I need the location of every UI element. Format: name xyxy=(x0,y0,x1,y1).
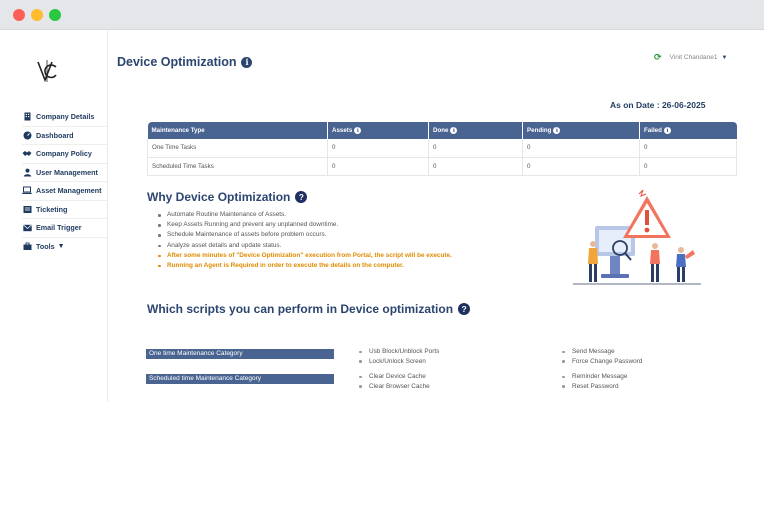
table-cell[interactable]: 0 xyxy=(640,139,737,157)
list-item: Clear Device Cache xyxy=(359,372,430,382)
company-logo-icon[interactable] xyxy=(34,58,60,84)
minimize-window-button[interactable] xyxy=(31,9,43,21)
script-list xyxy=(359,347,439,366)
chevron-down-icon[interactable]: ▼ xyxy=(721,54,728,61)
column-header-pending xyxy=(523,122,640,139)
sidebar-item-company-policy[interactable] xyxy=(22,145,108,164)
info-icon[interactable]: i xyxy=(553,127,560,134)
table-cell[interactable]: 0 xyxy=(523,139,640,157)
main-content xyxy=(108,30,764,402)
column-header-label: Failed xyxy=(644,126,662,134)
sidebar-item-label: Asset Management xyxy=(36,186,102,196)
why-section-title xyxy=(147,190,307,204)
script-list xyxy=(359,372,430,391)
sidebar-item-ticketing[interactable] xyxy=(22,201,108,220)
window-titlebar xyxy=(0,0,764,30)
info-icon[interactable]: i xyxy=(450,127,457,134)
user-icon xyxy=(22,167,32,177)
table-row xyxy=(148,139,737,157)
list-item: Reset Password xyxy=(562,382,627,392)
sidebar-item-company-details[interactable] xyxy=(22,108,108,127)
column-header-done xyxy=(429,122,523,139)
column-header-label: Assets xyxy=(332,126,353,134)
table-cell[interactable]: 0 xyxy=(640,157,737,175)
maximize-window-button[interactable] xyxy=(49,9,61,21)
table-header-row xyxy=(148,122,737,139)
page-title-text: Device Optimization xyxy=(117,55,237,69)
column-header-failed xyxy=(640,122,737,139)
table-row xyxy=(148,157,737,175)
warning-item: Running an Agent is Required in order to execute the details on the computer. xyxy=(158,261,452,271)
why-list xyxy=(158,210,452,271)
sidebar-item-label: Ticketing xyxy=(36,204,68,214)
user-menu[interactable] xyxy=(654,52,727,63)
list-item: Keep Assets Running and prevent any unplanned downtime. xyxy=(158,220,452,230)
category-scheduled: Scheduled time Maintenance Category xyxy=(146,374,334,384)
user-name[interactable]: Vinit Chandane1 xyxy=(669,54,718,61)
list-item: Usb Block/Unblock Ports xyxy=(359,347,439,357)
table-cell: One Time Tasks xyxy=(148,139,328,157)
list-item: Send Message xyxy=(562,347,642,357)
envelope-icon xyxy=(22,223,32,233)
sidebar-nav xyxy=(22,108,108,256)
laptop-icon xyxy=(22,186,32,196)
column-header-label: Pending xyxy=(527,126,552,134)
table-cell[interactable]: 0 xyxy=(523,157,640,175)
list-item: Automate Routine Maintenance of Assets. xyxy=(158,210,452,220)
warning-illustration xyxy=(573,190,703,290)
which-section-title xyxy=(147,302,470,316)
list-item: Analyze asset details and update status. xyxy=(158,241,452,251)
sidebar-item-dashboard[interactable] xyxy=(22,127,108,146)
info-icon[interactable]: i xyxy=(241,57,252,68)
warning-item: After some minutes of "Device Optimization" execution from Portal, the script will be execute. xyxy=(158,251,452,261)
sidebar xyxy=(0,30,108,402)
sidebar-item-tools[interactable] xyxy=(22,238,108,257)
column-header-maintenance-type xyxy=(148,122,328,139)
handshake-icon xyxy=(22,149,32,159)
table-cell[interactable]: 0 xyxy=(328,139,429,157)
help-icon[interactable]: ? xyxy=(295,191,307,203)
sidebar-item-asset-management[interactable] xyxy=(22,182,108,201)
column-header-label: Done xyxy=(433,126,449,134)
help-icon[interactable]: ? xyxy=(458,303,470,315)
script-list xyxy=(562,347,642,366)
sidebar-item-label: User Management xyxy=(36,167,98,177)
list-item: Force Change Password xyxy=(562,357,642,367)
why-title-text: Why Device Optimization xyxy=(147,190,291,204)
table-cell[interactable]: 0 xyxy=(429,139,523,157)
sidebar-item-label: Tools xyxy=(36,242,55,252)
maintenance-table xyxy=(147,122,737,176)
as-on-date: As on Date : 26-06-2025 xyxy=(610,100,706,110)
building-icon xyxy=(22,112,32,122)
sidebar-item-user-management[interactable] xyxy=(22,164,108,183)
sidebar-item-email-trigger[interactable] xyxy=(22,219,108,238)
table-cell[interactable]: 0 xyxy=(328,157,429,175)
dashboard-icon xyxy=(22,130,32,140)
which-title-text: Which scripts you can perform in Device optimization xyxy=(147,302,454,316)
briefcase-icon xyxy=(22,242,32,252)
list-item: Reminder Message xyxy=(562,372,627,382)
script-list xyxy=(562,372,627,391)
info-icon[interactable]: i xyxy=(354,127,361,134)
sidebar-item-label: Dashboard xyxy=(36,130,74,140)
sidebar-item-label: Company Details xyxy=(36,112,95,122)
list-item: Clear Browser Cache xyxy=(359,382,430,392)
info-icon[interactable]: i xyxy=(664,127,671,134)
list-item: Lock/Unlock Screen xyxy=(359,357,439,367)
sidebar-item-label: Company Policy xyxy=(36,149,92,159)
table-cell: Scheduled Time Tasks xyxy=(148,157,328,175)
column-header-assets xyxy=(328,122,429,139)
chevron-down-icon[interactable]: ▼ xyxy=(57,243,65,251)
list-item: Schedule Maintenance of assets before problem occurs. xyxy=(158,230,452,240)
close-window-button[interactable] xyxy=(13,9,25,21)
sidebar-item-label: Email Trigger xyxy=(36,223,82,233)
category-one-time: One time Maintenance Category xyxy=(146,349,334,359)
ticket-icon xyxy=(22,204,32,214)
column-header-label: Maintenance Type xyxy=(151,127,205,134)
refresh-icon[interactable]: ⟳ xyxy=(654,52,662,62)
table-cell[interactable]: 0 xyxy=(429,157,523,175)
page-title xyxy=(117,55,252,69)
